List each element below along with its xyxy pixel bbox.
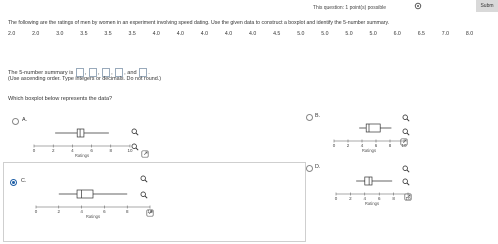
tick-label: 2 — [349, 196, 352, 201]
option-b-label: B. — [315, 113, 321, 119]
external-link-icon[interactable] — [141, 150, 149, 158]
option-a-radio[interactable] — [12, 118, 19, 125]
box — [365, 177, 372, 185]
tick-label: 6 — [374, 143, 378, 148]
top-bar — [0, 0, 498, 13]
data-value: 5.0 — [345, 31, 353, 37]
box — [77, 129, 84, 137]
axis-title: Ratings — [361, 148, 377, 153]
data-value: 2.0 — [8, 31, 16, 37]
boxplot-a — [30, 124, 134, 164]
axis-title: Ratings — [364, 201, 380, 206]
zoom-magnifier-icon[interactable] — [402, 178, 410, 186]
tick-label: 0 — [34, 209, 38, 214]
five-number-summary-line: The 5-number summary is , , , , and . — [8, 69, 150, 76]
data-values-row — [8, 31, 490, 39]
tick-label: 4 — [71, 148, 74, 153]
tick-label: 0 — [334, 196, 338, 201]
option-b-radio[interactable] — [306, 114, 313, 121]
data-value: 8.0 — [465, 31, 474, 37]
data-value: 4.5 — [273, 31, 281, 37]
boxplot-b — [330, 119, 408, 159]
data-value: 5.0 — [369, 31, 377, 37]
data-value: 6.0 — [393, 31, 401, 37]
tick-label: 4 — [80, 209, 83, 214]
boxplot-c — [32, 185, 154, 225]
zoom-magnifier-icon[interactable] — [140, 191, 148, 199]
zoom-magnifier-icon[interactable] — [402, 128, 410, 136]
external-link-icon[interactable] — [404, 193, 412, 201]
tick-label: 10 — [405, 196, 411, 201]
box — [77, 190, 93, 198]
option-c-label: C. — [21, 178, 27, 184]
zoom-magnifier-icon[interactable] — [402, 114, 410, 122]
question-prompt: The following are the ratings of men by women in an experiment involving speed dating. Use the given data to construct a boxplot and identify the 5-number summary. — [8, 20, 390, 26]
tick-label: 0 — [332, 143, 336, 148]
tick-label: 8 — [125, 209, 129, 214]
data-value: 7.0 — [441, 31, 450, 37]
option-d-label: D. — [315, 164, 321, 170]
tick-label: 0 — [32, 148, 36, 153]
tick-label: 6 — [103, 209, 106, 214]
tick-label: 2 — [346, 143, 350, 148]
tick-label: 10 — [147, 209, 153, 214]
data-value: 3.5 — [104, 31, 112, 37]
tick-label: 2 — [57, 209, 61, 214]
data-value: 4.0 — [224, 31, 233, 37]
settings-gear-icon[interactable] — [414, 2, 422, 10]
points-possible: This question: 1 point(s) possible — [312, 5, 386, 11]
tick-label: 10 — [127, 148, 133, 153]
external-link-icon[interactable] — [400, 138, 408, 146]
axis-title: Ratings — [85, 214, 101, 219]
data-value: 4.0 — [249, 31, 257, 37]
boxplot-d — [332, 172, 412, 212]
option-a-label: A. — [22, 117, 28, 123]
data-value: 4.0 — [152, 31, 160, 37]
data-value: 4.0 — [176, 31, 184, 37]
data-value: 5.0 — [297, 31, 305, 37]
external-link-icon[interactable] — [146, 209, 154, 217]
tick-label: 8 — [388, 143, 392, 148]
summary-text: The 5-number summary is — [8, 69, 74, 76]
box — [366, 124, 380, 132]
tick-label: 4 — [363, 196, 367, 201]
zoom-magnifier-icon[interactable] — [131, 143, 139, 151]
tick-label: 6 — [377, 196, 381, 201]
submit-button[interactable]: Subm — [476, 0, 498, 12]
data-value: 3.5 — [128, 31, 136, 37]
data-value: 2.0 — [32, 31, 40, 37]
zoom-magnifier-icon[interactable] — [402, 165, 410, 173]
tick-label: 8 — [109, 148, 113, 153]
option-d-radio[interactable] — [306, 165, 313, 172]
tick-label: 6 — [90, 148, 93, 153]
answer-instruction: (Use ascending order. Type integers or decimals. Do not round.) — [8, 76, 162, 82]
data-value: 3.5 — [80, 31, 88, 37]
axis-title: Ratings — [74, 153, 90, 158]
zoom-magnifier-icon[interactable] — [131, 128, 139, 136]
tick-label: 4 — [360, 143, 364, 148]
data-value: 4.0 — [200, 31, 209, 37]
data-value: 3.0 — [56, 31, 64, 37]
tick-label: 2 — [51, 148, 55, 153]
data-value: 6.5 — [417, 31, 425, 37]
option-c-radio[interactable] — [10, 179, 17, 186]
data-value: 5.0 — [321, 31, 329, 37]
tick-label: 8 — [392, 196, 395, 201]
which-boxplot-question: Which boxplot below represents the data? — [8, 96, 113, 102]
summary-and: and — [127, 69, 137, 76]
zoom-magnifier-icon[interactable] — [140, 175, 148, 183]
tick-label: 10 — [401, 143, 407, 148]
